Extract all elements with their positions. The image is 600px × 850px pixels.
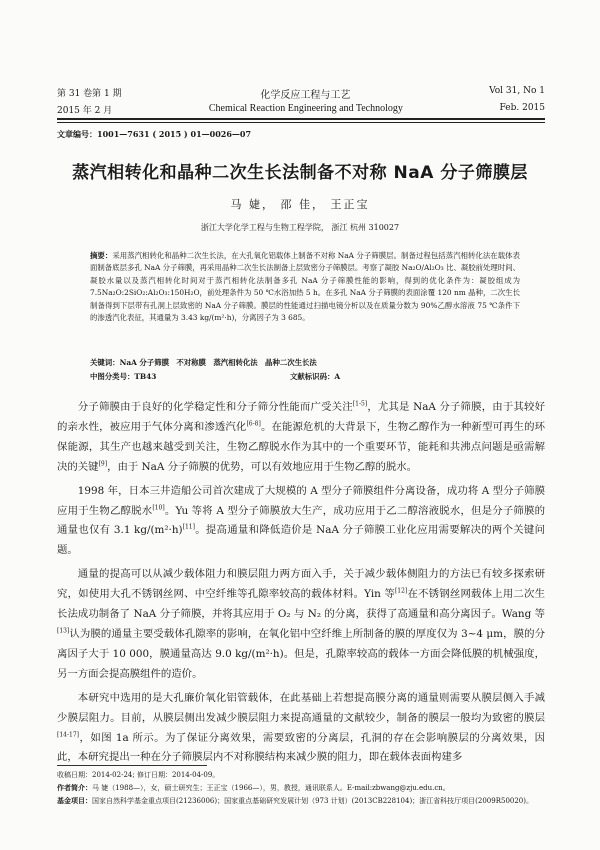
footnote-separator (57, 765, 207, 766)
abstract-text: 采用蒸汽相转化和晶种二次生长法，在大孔氧化铝载体上制备不对称 NaA 分子筛膜层。制备过程包括蒸汽相转化法在载体表面制备底层多孔 NaA 分子筛膜，再采用晶种二次生长法制备上层致密分子筛膜层。考察了凝胶 Na₂O/Al₂O₃ 比、凝胶前处理时间、凝胶水量以及蒸汽相转化时间对于蒸汽相转化法制备多孔 NaA 分子筛膜性能的影响，得到的优化条件为：凝胶组成为 7.5Na₂O:2SiO₂:Al₂O₃:150H₂O，前处理条件为 50 ℃水浴加热 5 h。在多孔 NaA 分子筛膜的表面涂覆 120 nm 晶种，二次生长制备得到下层带有孔洞上层致密的 NaA 分子筛膜。膜层的性能通过扫描电镜分析以及在质量分数为 90%乙醇水溶液 75 ℃条件下的渗透汽化表征，其通量为 3.43 kg/(m²·h)，分离因子为 3 685。 (90, 251, 520, 323)
running-header-bottom (57, 103, 545, 116)
authors: 马 婕， 邵 佳， 王正宝 (230, 198, 370, 211)
citation: [14-17] (57, 731, 79, 739)
paragraph: 1998 年，日本三井造船公司首次建成了大规模的 A 型分子筛膜组件分离设备，成功将 A 型分子筛膜应用于生物乙醇脱水[10]。Yu 等将 A 型分子筛膜放大生产，成功应用于乙二醇溶液脱水，但是分子筛膜的通量也仅有 3.1 kg/(m²·h)[11]。提高通量和降低造价是 NaA 分子筛膜工业化应用需要解决的两个关键问题。 (57, 484, 545, 557)
citation: [12] (394, 587, 408, 595)
footnote-fund-label: 基金项目： (57, 796, 92, 805)
header-rule-thick (57, 118, 545, 120)
volume-cn: 第 31 卷第 1 期 (57, 89, 122, 99)
paragraph: 分子筛膜由于良好的化学稳定性和分子筛分性能而广受关注[1-5]，尤其是 NaA 分子筛膜，由于其较好的亲水性，被应用于气体分离和渗透汽化[6-8]。在能源危机的大背景下，生物乙醇作为一种新型可再生的环保能源，其生产也越来越受到关注，生物乙醇脱水作为其中的一个重要环节，能耗和共沸点问题是亟需解决的关键[9]，由于 NaA 分子筛膜的优势，可以有效地应用于生物乙醇的脱水。 (57, 400, 546, 473)
footnote-received: 收稿日期：2014-02-24; 修订日期：2014-04-09。 (57, 771, 220, 779)
citation: [6-8] (246, 420, 261, 428)
paper-title: 蒸汽相转化和晶种二次生长法制备不对称 NaA 分子筛膜层 (72, 163, 528, 183)
journal-name-en: Chemical Reaction Engineering and Technology (208, 103, 403, 114)
document-code: 文献标识码：A (290, 372, 341, 381)
footnote-fund (57, 795, 545, 807)
paragraph: 通量的提高可以从减少载体阻力和膜层阻力两方面入手，关于减少载体侧阻力的方法已有较多探索研究，如使用大孔不锈钢丝网、中空纤维等孔隙率较高的载体材料。Yin 等[12]在不锈钢丝网载体上用二次生长法成功制备了 NaA 分子筛膜，并将其应用于 O₂ 与 N₂ 的分离，获得了高通量和高分离因子。Wang 等[13]认为膜的通量主要受载体孔隙率的影响，在氧化铝中空纤维上所制备的膜的厚度仅为 3~4 μm，膜的分离因子大于 10 000，膜通量高达 9.0 kg/(m²·h)。但是，孔隙率较高的载体一方面会降低膜的机械强度，另一方面会提高膜组件的造价。 (57, 568, 545, 680)
abstract (90, 250, 520, 324)
citation: [10] (152, 504, 165, 512)
affiliation: 浙江大学化学工程与生物工程学院， 浙江 杭州 310027 (200, 223, 400, 232)
body-text (57, 398, 545, 772)
footnote-author (57, 782, 545, 794)
header-rule-thin (57, 122, 545, 123)
classification-row (90, 371, 520, 382)
footnote-fund-text: 国家自然科学基金重点项目(21236006)；国家重点基础研究发展计划（973 计划）(2013CB228104)；浙江省科技厅项目(2009R50020)。 (92, 797, 533, 805)
abstract-label: 摘要： (90, 251, 113, 260)
article-number: 文章编号：1001—7631 ( 2015 ) 01—0026—07 (57, 129, 252, 139)
clc-number: 中图分类号：TB43 (90, 372, 157, 381)
keywords: 关键词：NaA 分子筛膜 不对称膜 蒸汽相转化法 晶种二次生长法 (90, 358, 317, 367)
footnote-author-label: 作者简介： (57, 783, 92, 792)
volume-en: Vol 31, No 1 (489, 86, 545, 96)
citation: [13] (57, 627, 70, 635)
date-cn: 2015 年 2 月 (57, 106, 113, 116)
citation: [1-5] (352, 400, 368, 408)
date-en: Feb. 2015 (499, 103, 545, 113)
paragraph: 本研究中选用的是大孔廉价氧化铝管载体，在此基础上若想提高膜分离的通量则需要从膜层侧入手减少膜层阻力。目前，从膜层侧出发减少膜层阻力来提高通量的文献较少，制备的膜层一般均为致密的膜层[14-17]，如图 1a 所示。为了保证分离效果，需要致密的分离层，孔洞的存在会影响膜层的分离效果，因此，本研究提出一种在分子筛膜层内不对称膜结构来减少膜的阻力，即在载体表面构建多 (57, 691, 545, 764)
footnote-author-text: 马 婕（1988—），女，硕士研究生；王正宝（1966—），男，教授，通讯联系人。E-mail:zbwang@zju.edu.cn。 (92, 784, 450, 792)
citation: [11] (182, 523, 195, 531)
citation: [9] (98, 460, 108, 468)
journal-name-cn: 化学反应工程与工艺 (260, 90, 351, 101)
running-header-top (57, 86, 545, 101)
